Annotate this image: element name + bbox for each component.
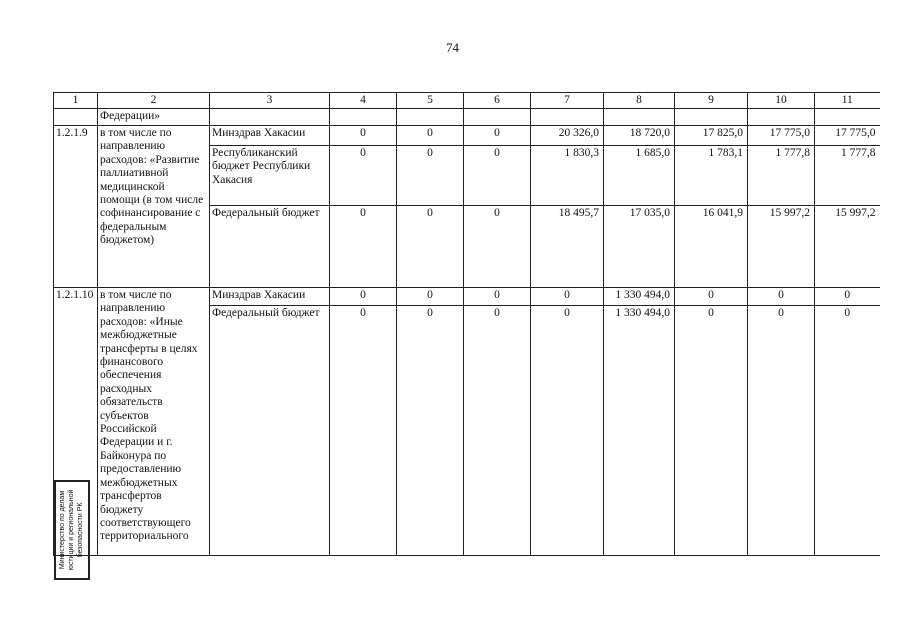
col-header-10: 10 [748, 93, 815, 109]
col-header-2: 2 [98, 93, 210, 109]
row-source: Федеральный бюджет [210, 206, 330, 288]
cell-value: 1 685,0 [604, 146, 675, 206]
cell-value: 1 777,8 [815, 146, 880, 206]
cell-value: 0 [330, 206, 397, 288]
cell-value: 0 [397, 306, 464, 556]
cell-value: 0 [397, 126, 464, 146]
row-code: 1.2.1.10 [54, 288, 98, 556]
cell-value: 0 [675, 288, 748, 306]
cell-value: 17 035,0 [604, 206, 675, 288]
col-header-6: 6 [464, 93, 531, 109]
cell-value: 0 [748, 288, 815, 306]
page-number: 74 [446, 40, 459, 55]
cell-value: 0 [748, 306, 815, 556]
cell-value: 1 330 494,0 [604, 288, 675, 306]
cell-value: 0 [464, 146, 531, 206]
cell-value: 0 [531, 288, 604, 306]
cell-value: 17 775,0 [815, 126, 880, 146]
cell-value: 0 [675, 306, 748, 556]
cell-value: 0 [464, 206, 531, 288]
cell-value: 0 [330, 146, 397, 206]
cell-value: 1 830,3 [531, 146, 604, 206]
row-source: Федеральный бюджет [210, 306, 330, 556]
cell-value: 18 495,7 [531, 206, 604, 288]
cell-value: 0 [330, 288, 397, 306]
table-row [54, 288, 880, 306]
cell-value: 17 825,0 [675, 126, 748, 146]
row-description: в том числе по направлению расходов: «Иные межбюджетные трансферты в целях финансового обеспечения расходных обязательств субъектов Российской Федерации и г. Байконура по предоставлению межбюджетных трансфертов бюджету соответствующего территориального [98, 288, 210, 556]
col-header-3: 3 [210, 93, 330, 109]
cell-value: 1 330 494,0 [604, 306, 675, 556]
cell-value: 0 [397, 206, 464, 288]
col-header-1: 1 [54, 93, 98, 109]
row-code: 1.2.1.9 [54, 126, 98, 288]
cell-value: 0 [464, 126, 531, 146]
cell-value: 0 [330, 306, 397, 556]
budget-table [53, 92, 880, 556]
cell-value: 0 [464, 306, 531, 556]
col-header-7: 7 [531, 93, 604, 109]
table-row [54, 126, 880, 146]
col-header-9: 9 [675, 93, 748, 109]
row-description: в том числе по направлению расходов: «Развитие паллиативной медицинской помощи (в том числе софинансирование с федеральным бюджетом) [98, 126, 210, 288]
header-row [54, 93, 880, 109]
col-header-8: 8 [604, 93, 675, 109]
table-row-continuation [54, 109, 880, 126]
cell-value: 0 [815, 306, 880, 556]
cell-value: 0 [531, 306, 604, 556]
col-header-5: 5 [397, 93, 464, 109]
continuation-text: Федерации» [98, 109, 210, 126]
cell-value: 0 [464, 288, 531, 306]
cell-value: 16 041,9 [675, 206, 748, 288]
ministry-stamp: Министерство по делам юстиции и региональной безопасности РК [54, 480, 90, 580]
row-source: Минздрав Хакасии [210, 288, 330, 306]
cell-value: 17 775,0 [748, 126, 815, 146]
cell-value: 15 997,2 [815, 206, 880, 288]
cell-value: 0 [815, 288, 880, 306]
row-source: Минздрав Хакасии [210, 126, 330, 146]
col-header-11: 11 [815, 93, 880, 109]
cell-value: 0 [330, 126, 397, 146]
cell-value: 15 997,2 [748, 206, 815, 288]
cell-value: 0 [397, 288, 464, 306]
cell-value: 1 777,8 [748, 146, 815, 206]
cell-value: 20 326,0 [531, 126, 604, 146]
cell-value: 0 [397, 146, 464, 206]
row-source: Республиканский бюджет Республики Хакасия [210, 146, 330, 206]
cell-value: 1 783,1 [675, 146, 748, 206]
cell-value: 18 720,0 [604, 126, 675, 146]
col-header-4: 4 [330, 93, 397, 109]
